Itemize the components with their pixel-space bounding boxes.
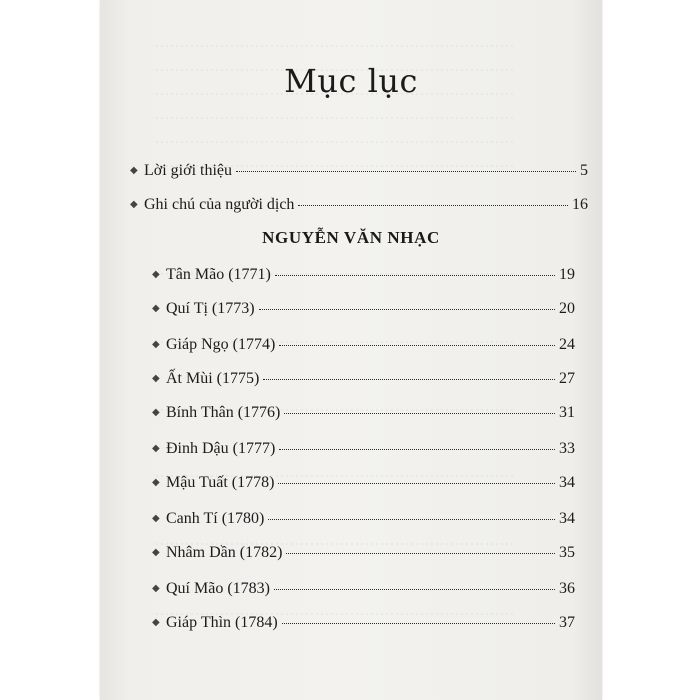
- diamond-bullet-icon: ◆: [152, 407, 160, 418]
- toc-entry: [152, 580, 575, 598]
- toc-entry: [152, 614, 575, 632]
- toc-page-number: 19: [559, 266, 575, 283]
- toc-entry: [152, 300, 575, 318]
- dot-leader: [274, 589, 555, 590]
- toc-entry: [152, 336, 575, 354]
- diamond-bullet-icon: ◆: [152, 303, 160, 314]
- toc-label: Đinh Dậu (1777): [166, 440, 276, 457]
- diamond-bullet-icon: ◆: [152, 339, 160, 350]
- dot-leader: [263, 379, 555, 380]
- dot-leader: [268, 519, 555, 520]
- dot-leader: [286, 553, 555, 554]
- dot-leader: [298, 205, 568, 206]
- diamond-bullet-icon: ◆: [152, 547, 160, 558]
- toc-entry: [152, 510, 575, 528]
- toc-label: Bính Thân (1776): [166, 404, 281, 421]
- diamond-bullet-icon: ◆: [152, 583, 160, 594]
- toc-entry: [152, 474, 575, 492]
- dot-leader: [236, 171, 576, 172]
- diamond-bullet-icon: ◆: [130, 165, 138, 176]
- toc-page-number: 16: [572, 196, 588, 213]
- toc-page-number: 34: [559, 510, 575, 527]
- diamond-bullet-icon: ◆: [152, 269, 160, 280]
- toc-label: Giáp Thìn (1784): [166, 614, 278, 631]
- toc-label: Ghi chú của người dịch: [144, 196, 295, 213]
- toc-page-number: 31: [559, 404, 575, 421]
- toc-entry: [152, 544, 575, 562]
- toc-page-number: 34: [559, 474, 575, 491]
- diamond-bullet-icon: ◆: [152, 513, 160, 524]
- diamond-bullet-icon: ◆: [152, 373, 160, 384]
- toc-entry: [152, 266, 575, 284]
- dot-leader: [278, 483, 555, 484]
- dot-leader: [275, 275, 555, 276]
- toc-page-number: 24: [559, 336, 575, 353]
- dot-leader: [279, 449, 555, 450]
- diamond-bullet-icon: ◆: [152, 477, 160, 488]
- toc-label: Lời giới thiệu: [144, 162, 233, 179]
- toc-label: Tân Mão (1771): [166, 266, 271, 283]
- toc-label: Mậu Tuất (1778): [166, 474, 275, 491]
- toc-entry: [152, 440, 575, 458]
- bleed-lines: [100, 24, 573, 700]
- dot-leader: [282, 623, 555, 624]
- dot-leader: [284, 413, 555, 414]
- toc-label: Quí Tị (1773): [166, 300, 255, 317]
- book-page: [100, 0, 602, 700]
- toc-row-introduction: [130, 162, 588, 180]
- toc-page-number: 37: [559, 614, 575, 631]
- toc-page-number: 33: [559, 440, 575, 457]
- toc-row-translator-note: [130, 196, 588, 214]
- toc-label: Nhâm Dần (1782): [166, 544, 283, 561]
- toc-page-number: 36: [559, 580, 575, 597]
- toc-page-number: 20: [559, 300, 575, 317]
- page-title: Mục lục: [284, 62, 418, 100]
- dot-leader: [279, 345, 555, 346]
- diamond-bullet-icon: ◆: [130, 199, 138, 210]
- diamond-bullet-icon: ◆: [152, 617, 160, 628]
- toc-page-number: 5: [580, 162, 588, 179]
- section-heading: NGUYỄN VĂN NHẠC: [262, 228, 440, 247]
- toc-label: Canh Tí (1780): [166, 510, 265, 527]
- toc-label: Quí Mão (1783): [166, 580, 270, 597]
- toc-label: Giáp Ngọ (1774): [166, 336, 276, 353]
- toc-page-number: 35: [559, 544, 575, 561]
- toc-entry: [152, 370, 575, 388]
- diamond-bullet-icon: ◆: [152, 443, 160, 454]
- dot-leader: [259, 309, 555, 310]
- toc-label: Ất Mùi (1775): [166, 370, 260, 387]
- toc-entry: [152, 404, 575, 422]
- toc-page-number: 27: [559, 370, 575, 387]
